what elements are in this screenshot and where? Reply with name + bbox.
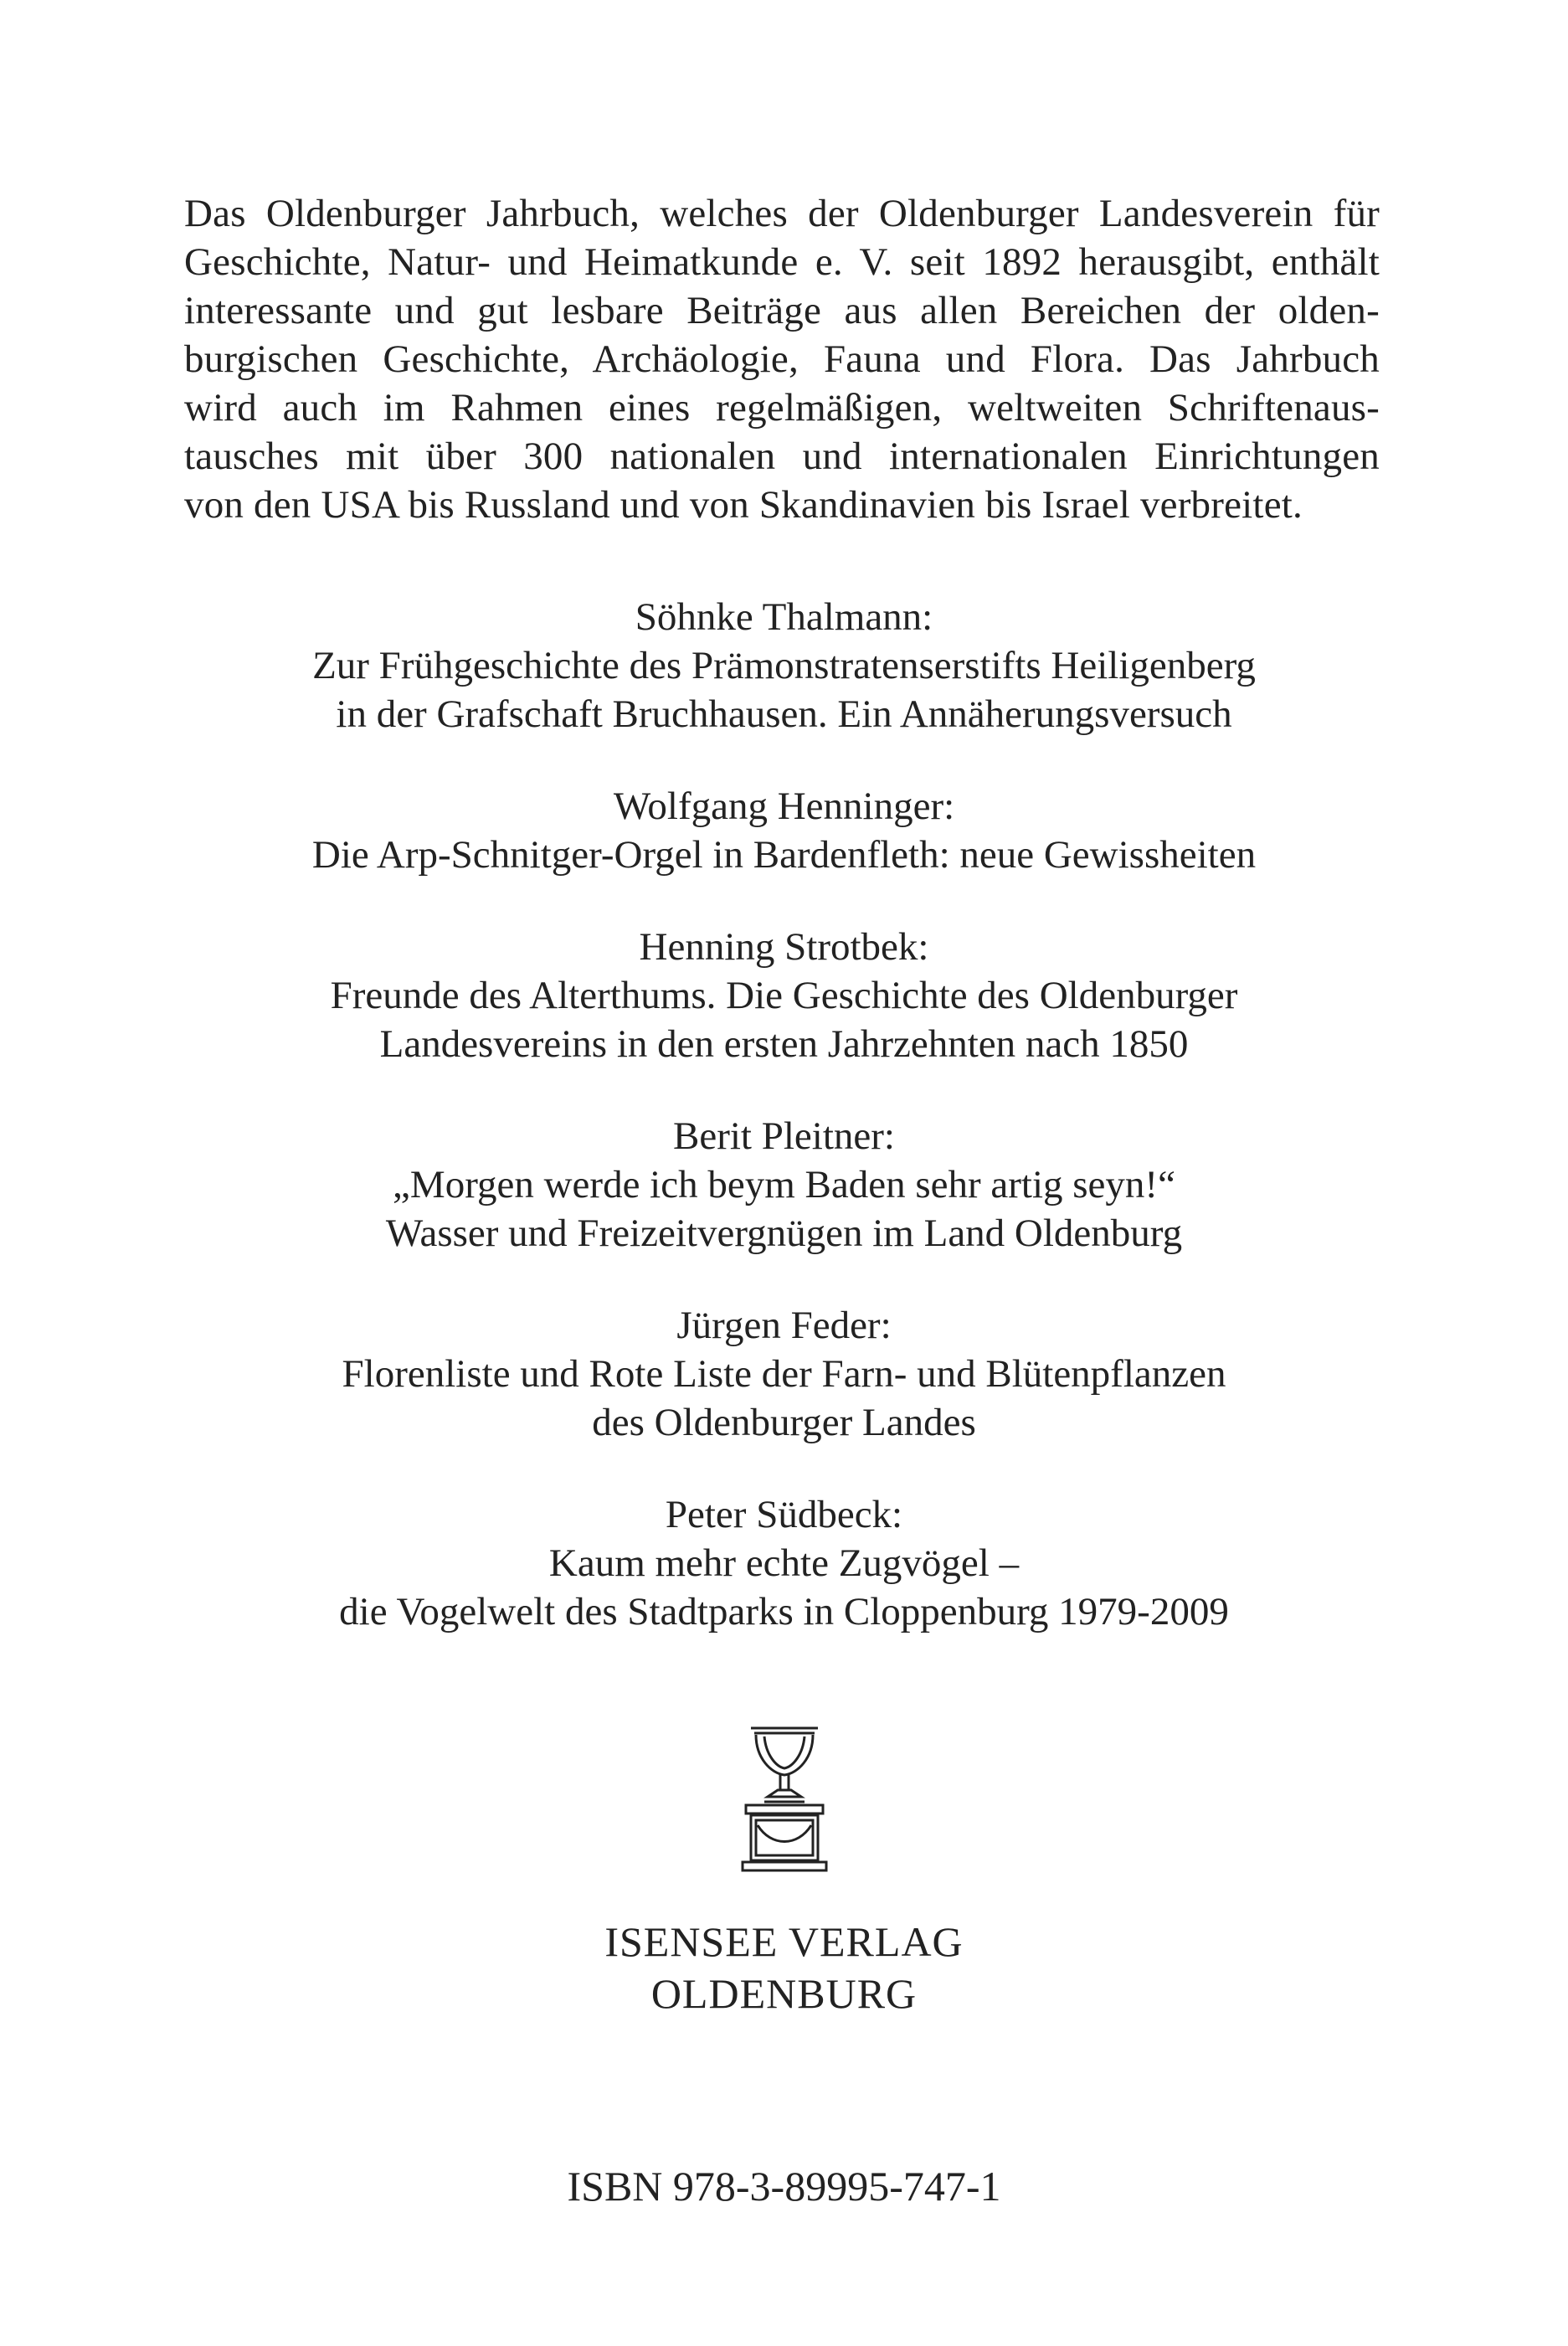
intro-line: interessante und gut lesbare Beiträge aus allen Bereichen der olden-	[184, 289, 1380, 332]
isbn-number: ISBN 978-3-89995-747-1	[567, 2163, 1001, 2210]
article-entry	[0, 782, 1568, 879]
article-title: des Oldenburger Landes	[592, 1401, 976, 1444]
article-entry	[0, 923, 1568, 1068]
article-author: Jürgen Feder:	[676, 1304, 892, 1347]
article-entry	[0, 1301, 1568, 1447]
article-entry	[0, 1490, 1568, 1636]
article-author: Berit Pleitner:	[673, 1114, 895, 1158]
intro-line: wird auch im Rahmen eines regelmäßigen, weltweiten Schriftenaus-	[184, 386, 1380, 430]
article-title: Die Arp-Schnitger-Orgel in Bardenfleth: neue Gewissheiten	[311, 833, 1257, 877]
intro-paragraph	[184, 189, 1380, 529]
article-title: Wasser und Freizeitvergnügen im Land Oldenburg	[385, 1212, 1183, 1255]
article-title: die Vogelwelt des Stadtparks in Cloppenburg 1979-2009	[339, 1590, 1229, 1633]
urn-on-pedestal-icon	[734, 1725, 835, 1874]
article-title: in der Grafschaft Bruchhausen. Ein Annäherungsversuch	[336, 692, 1232, 736]
table-of-contents	[0, 593, 1568, 1680]
publisher-city: OLDENBURG	[650, 1970, 918, 2017]
article-author: Söhnke Thalmann:	[635, 595, 933, 639]
article-author: Peter Südbeck:	[665, 1493, 903, 1536]
intro-line: burgischen Geschichte, Archäologie, Fauna und Flora. Das Jahrbuch	[184, 337, 1380, 381]
intro-line: von den USA bis Russland und von Skandinavien bis Israel verbreitet.	[184, 483, 1303, 527]
article-title: Landesvereins in den ersten Jahrzehnten nach 1850	[379, 1022, 1189, 1066]
article-entry	[0, 593, 1568, 738]
article-title: Zur Frühgeschichte des Prämonstratenserstifts Heiligenberg	[312, 644, 1256, 687]
article-entry	[0, 1112, 1568, 1258]
article-title: Freunde des Alterthums. Die Geschichte des Oldenburger	[330, 974, 1238, 1017]
article-title: Kaum mehr echte Zugvögel –	[548, 1541, 1020, 1585]
publisher-name: ISENSEE VERLAG	[604, 1918, 964, 1965]
article-title: „Morgen werde ich beym Baden sehr artig seyn!“	[393, 1163, 1175, 1206]
intro-line: Geschichte, Natur- und Heimatkunde e. V. seit 1892 herausgibt, enthält	[184, 240, 1380, 284]
article-title: Florenliste und Rote Liste der Farn- und Blütenpflanzen	[342, 1352, 1226, 1396]
article-author: Wolfgang Henninger:	[613, 785, 955, 828]
intro-line: Das Oldenburger Jahrbuch, welches der Oldenburger Landesverein für	[184, 192, 1380, 235]
publisher-block	[0, 1725, 1568, 2019]
article-author: Henning Strotbek:	[639, 925, 929, 969]
intro-line: tausches mit über 300 nationalen und internationalen Einrichtungen	[184, 435, 1380, 478]
